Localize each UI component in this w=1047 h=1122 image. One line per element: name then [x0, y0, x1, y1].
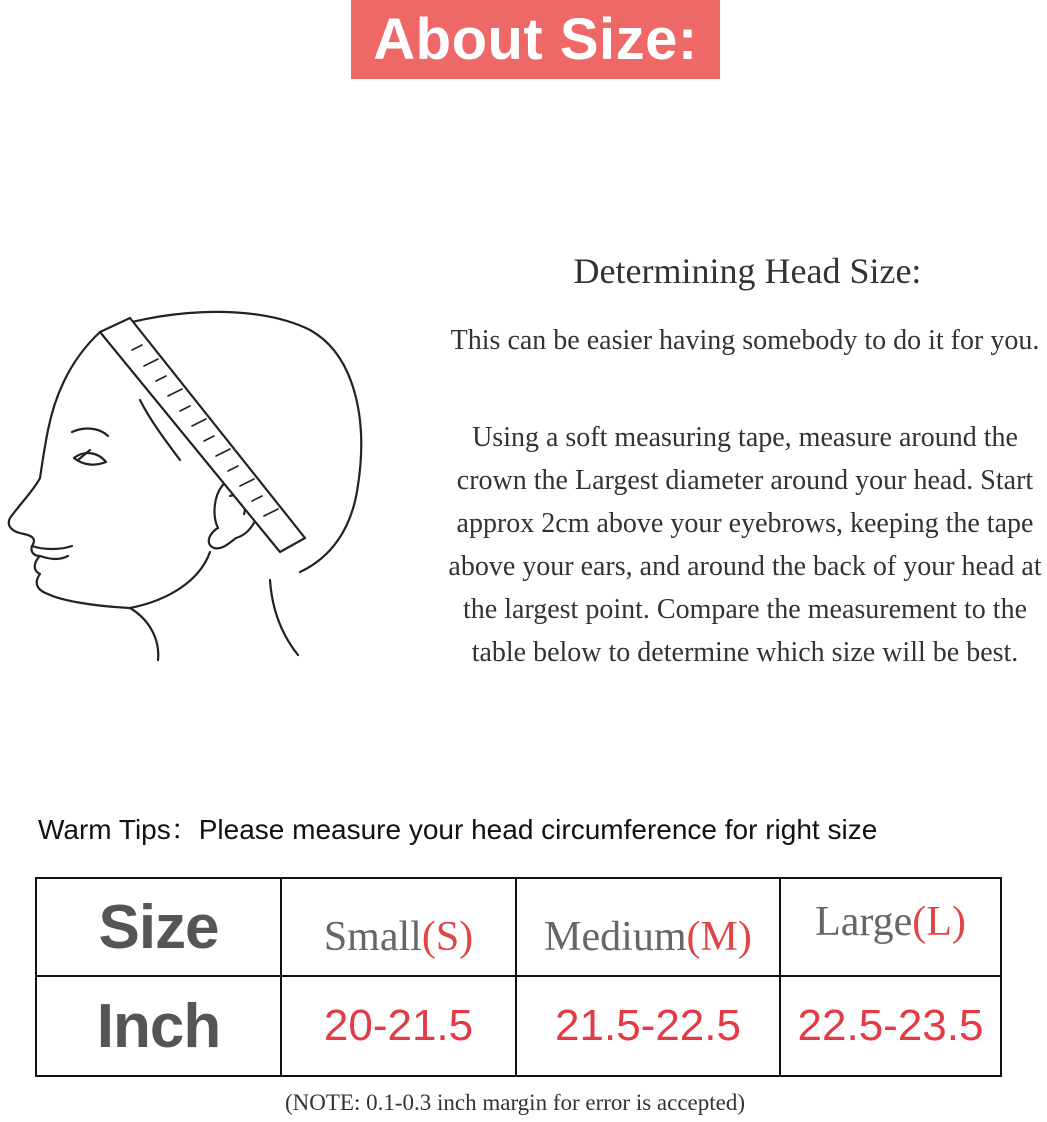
size-row [37, 879, 1000, 977]
size-name-medium: Medium(M) [544, 914, 752, 960]
helper-paragraph: This can be easier having somebody to do it for you. [450, 325, 1040, 356]
size-cell-medium [515, 879, 779, 975]
error-margin-note: (NOTE: 0.1-0.3 inch margin for error is accepted) [284, 1090, 746, 1115]
warm-tips: Warm Tips：Please measure your head circumference for right size [38, 814, 878, 845]
inch-header-cell [37, 977, 280, 1075]
size-name-large: Large(L) [815, 899, 966, 945]
size-cell-small [280, 879, 515, 975]
inch-cell-small [280, 977, 515, 1075]
inch-label: Inch [96, 991, 221, 1061]
size-name-small: Small(S) [323, 914, 474, 960]
size-header-cell [37, 879, 280, 975]
inch-value-medium: 21.5-22.5 [555, 1001, 741, 1050]
size-label: Size [98, 892, 219, 962]
inch-value-small: 20-21.5 [323, 1001, 474, 1050]
size-cell-large [779, 879, 1000, 975]
inch-row [37, 977, 1000, 1075]
inch-cell-medium [515, 977, 779, 1075]
inch-value-large: 22.5-23.5 [797, 1001, 984, 1050]
head-measuring-tape-icon [0, 290, 380, 680]
about-size-banner: About Size: [351, 0, 720, 79]
inch-cell-large [779, 977, 1000, 1075]
measuring-instructions: Using a soft measuring tape, measure around the crown the Largest diameter around your head. Start approx 2cm above your eyebrows, keeping the tape above your ears, and around the back of your head at the largest point. Compare the measurement to the table below to determine which size will be best. [448, 422, 1042, 668]
head-size-heading: Determining Head Size: [573, 251, 922, 291]
size-chart-table [35, 877, 1002, 1077]
